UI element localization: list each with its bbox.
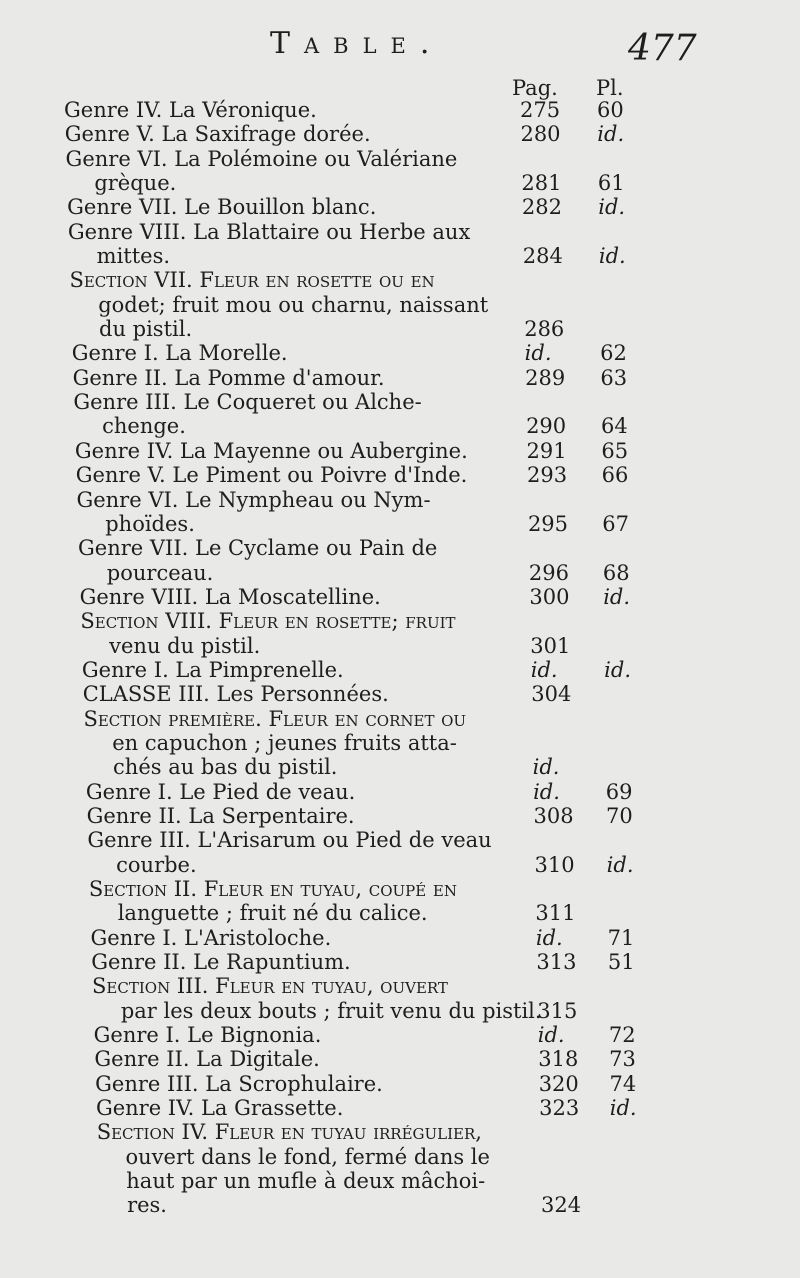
toc-page-ref: 293 <box>527 463 568 488</box>
toc-entry-text: res. <box>127 1193 167 1218</box>
toc-entry-text: Section II. Fleur en tuyau, coupé en <box>88 877 457 901</box>
toc-entry-text: Genre II. Le Rapuntium. <box>91 950 351 975</box>
toc-entry-text: Genre VII. Le Cyclame ou Pain de <box>78 536 438 561</box>
toc-page-ref: 291 <box>526 438 567 463</box>
toc-page-ref: 290 <box>526 414 567 439</box>
toc-entry-text: mittes. <box>96 244 171 269</box>
toc-line <box>0 585 800 609</box>
toc-entry-text: Genre III. Le Coqueret ou Alche- <box>73 390 422 415</box>
toc-plate-ref: id. <box>598 195 626 220</box>
toc-page-ref: 311 <box>535 901 576 926</box>
toc-page-ref: 280 <box>520 122 561 147</box>
toc-entry-text: Genre IV. La Grassette. <box>95 1096 344 1121</box>
toc-entry-text: Genre V. Le Piment ou Poivre d'Inde. <box>75 463 468 488</box>
toc-page-ref: 275 <box>520 98 561 122</box>
toc-entry-text: Section IV. Fleur en tuyau irrégulier, <box>96 1120 482 1145</box>
toc-plate-ref: 68 <box>602 560 630 585</box>
toc-entry-text: Genre VIII. La Blattaire ou Herbe aux <box>67 219 471 244</box>
toc-page-ref: 323 <box>539 1096 580 1121</box>
toc-plate-ref: 62 <box>600 341 627 366</box>
toc-entry-text: Genre IV. La Mayenne ou Aubergine. <box>74 438 468 463</box>
toc-entry-text: chés au bas du pistil. <box>113 755 338 780</box>
toc-line <box>0 926 800 950</box>
toc-entry-text: par les deux bouts ; fruit venu du pistil. <box>120 998 542 1023</box>
toc-line <box>0 877 800 901</box>
toc-line <box>0 1145 800 1169</box>
toc-line <box>0 366 800 390</box>
toc-entry-text: Genre II. La Serpentaire. <box>86 803 355 828</box>
toc-line <box>0 147 800 171</box>
toc-line <box>0 220 800 244</box>
toc-page-ref: 282 <box>521 195 562 220</box>
toc-page-ref: 315 <box>537 998 578 1023</box>
toc-line <box>0 731 800 755</box>
toc-line <box>0 1169 800 1193</box>
table-of-contents <box>0 98 800 1218</box>
toc-line <box>0 439 800 463</box>
toc-line <box>0 268 800 292</box>
toc-page-ref: 324 <box>541 1193 582 1218</box>
toc-page-ref: id. <box>530 657 558 682</box>
page-number: 477 <box>628 28 697 69</box>
toc-page-ref: id. <box>524 341 552 366</box>
toc-page-ref: 320 <box>538 1071 579 1096</box>
page-title: Table. <box>270 26 444 61</box>
toc-page-ref: id. <box>533 779 560 804</box>
toc-line <box>0 804 800 828</box>
toc-page-ref: 318 <box>538 1047 579 1072</box>
toc-line <box>0 536 800 560</box>
toc-entry-text: godet; fruit mou ou charnu, naissant <box>98 292 489 317</box>
toc-line <box>0 780 800 804</box>
toc-plate-ref: 74 <box>609 1071 637 1096</box>
toc-entry-text: Genre I. Le Pied de veau. <box>85 779 356 804</box>
toc-plate-ref: 60 <box>597 98 624 122</box>
toc-plate-ref: id. <box>606 852 634 877</box>
toc-line <box>0 755 800 779</box>
toc-page-ref: 313 <box>536 950 577 975</box>
toc-plate-ref: id. <box>597 122 625 147</box>
toc-page-ref: id. <box>532 755 560 780</box>
toc-entry-text: Section VIII. Fleur en rosette; fruit <box>80 609 456 634</box>
toc-plate-ref: 65 <box>601 438 629 463</box>
toc-entry-text: Genre VIII. La Moscatelline. <box>79 584 381 609</box>
toc-line <box>0 1193 800 1217</box>
toc-entry-text: Section VII. Fleur en rosette ou en <box>69 268 435 293</box>
toc-line <box>0 293 800 317</box>
toc-entry-text: venu du pistil. <box>109 633 261 658</box>
toc-line <box>0 171 800 195</box>
toc-entry-text: en capuchon ; jeunes fruits atta- <box>112 730 457 755</box>
toc-entry-text: du pistil. <box>99 317 193 342</box>
toc-entry-text: courbe. <box>116 852 197 877</box>
toc-plate-ref: 73 <box>609 1047 636 1072</box>
toc-entry-text: phoïdes. <box>105 511 195 536</box>
toc-page-ref: 301 <box>530 633 571 658</box>
toc-line <box>0 658 800 682</box>
toc-entry-text: Genre VII. Le Bouillon blanc. <box>67 195 377 220</box>
toc-page-ref: 300 <box>529 584 570 609</box>
toc-entry-text: Genre III. L'Arisarum ou Pied de veau <box>87 828 492 853</box>
column-header-pl: Pl. <box>596 76 624 100</box>
toc-plate-ref: id. <box>609 1096 637 1121</box>
toc-line <box>0 414 800 438</box>
toc-entry-text: Section première. Fleur en cornet ou <box>83 706 467 731</box>
toc-page-ref: 286 <box>524 317 565 342</box>
toc-entry-text: Genre V. La Saxifrage dorée. <box>64 122 371 147</box>
toc-line <box>0 195 800 219</box>
toc-plate-ref: 70 <box>606 803 633 828</box>
toc-page-ref: 310 <box>534 852 575 877</box>
toc-entry-text: Genre II. La Pomme d'amour. <box>72 365 385 390</box>
toc-entry-text: chenge. <box>102 414 186 439</box>
toc-plate-ref: 51 <box>607 950 635 975</box>
toc-plate-ref: 64 <box>601 414 628 439</box>
toc-plate-ref: id. <box>603 584 631 609</box>
toc-line <box>0 317 800 341</box>
toc-entry-text: Genre I. Le Bignonia. <box>93 1023 322 1048</box>
toc-entry-text: haut par un mufle à deux mâchoi- <box>126 1169 486 1194</box>
toc-page-ref: 296 <box>528 560 569 585</box>
toc-plate-ref: 67 <box>602 511 630 536</box>
toc-entry-text: Section III. Fleur en tuyau, ouvert <box>92 974 448 999</box>
toc-page-ref: 289 <box>525 365 566 390</box>
toc-line <box>0 707 800 731</box>
toc-plate-ref: 69 <box>605 779 633 804</box>
toc-line <box>0 853 800 877</box>
toc-line <box>0 974 800 998</box>
toc-line <box>0 512 800 536</box>
toc-line <box>0 341 800 365</box>
toc-line <box>0 463 800 487</box>
toc-entry-text: Genre IV. La Véronique. <box>64 98 317 122</box>
toc-line <box>0 1120 800 1144</box>
toc-entry-text: Genre II. La Digitale. <box>94 1047 320 1072</box>
toc-entry-text: Genre I. La Morelle. <box>71 341 288 366</box>
toc-plate-ref: id. <box>598 244 626 269</box>
toc-page-ref: 281 <box>521 171 562 196</box>
toc-line <box>0 122 800 146</box>
toc-entry-text: grèque. <box>94 171 177 196</box>
toc-entry-text: Genre I. La Pimprenelle. <box>81 657 344 682</box>
toc-line <box>0 1023 800 1047</box>
toc-line <box>0 1096 800 1120</box>
column-header-pag: Pag. <box>512 76 558 100</box>
toc-entry-text: languette ; fruit né du calice. <box>117 901 428 926</box>
toc-line <box>0 999 800 1023</box>
toc-plate-ref: id. <box>604 657 631 682</box>
toc-page-ref: id. <box>535 925 563 950</box>
toc-line <box>0 828 800 852</box>
toc-page-ref: 304 <box>531 682 572 707</box>
toc-entry-text: ouvert dans le fond, fermé dans le <box>125 1144 490 1169</box>
toc-line <box>0 98 800 122</box>
toc-line <box>0 244 800 268</box>
toc-line <box>0 1072 800 1096</box>
toc-line <box>0 488 800 512</box>
toc-line <box>0 390 800 414</box>
toc-entry-text: CLASSE III. Les Personnées. <box>82 682 389 707</box>
toc-entry-text: Genre VI. La Polémoine ou Valériane <box>65 146 458 171</box>
toc-page-ref: 308 <box>533 803 574 828</box>
toc-line <box>0 682 800 706</box>
toc-line <box>0 561 800 585</box>
toc-entry-text: pourceau. <box>106 560 214 585</box>
toc-entry-text: Genre VI. Le Nympheau ou Nym- <box>76 487 431 512</box>
toc-line <box>0 1047 800 1071</box>
toc-plate-ref: 72 <box>608 1023 636 1048</box>
toc-plate-ref: 61 <box>597 171 625 196</box>
toc-line <box>0 950 800 974</box>
toc-line <box>0 901 800 925</box>
toc-entry-text: Genre I. L'Aristoloche. <box>90 925 332 950</box>
toc-page-ref: 295 <box>527 511 569 536</box>
toc-page-ref: 284 <box>522 244 563 269</box>
toc-page-ref: id. <box>537 1023 565 1048</box>
toc-line <box>0 609 800 633</box>
toc-plate-ref: 66 <box>601 463 629 488</box>
toc-line <box>0 634 800 658</box>
toc-entry-text: Genre III. La Scrophulaire. <box>95 1071 383 1096</box>
toc-plate-ref: 71 <box>607 925 635 950</box>
toc-plate-ref: 63 <box>600 365 628 390</box>
